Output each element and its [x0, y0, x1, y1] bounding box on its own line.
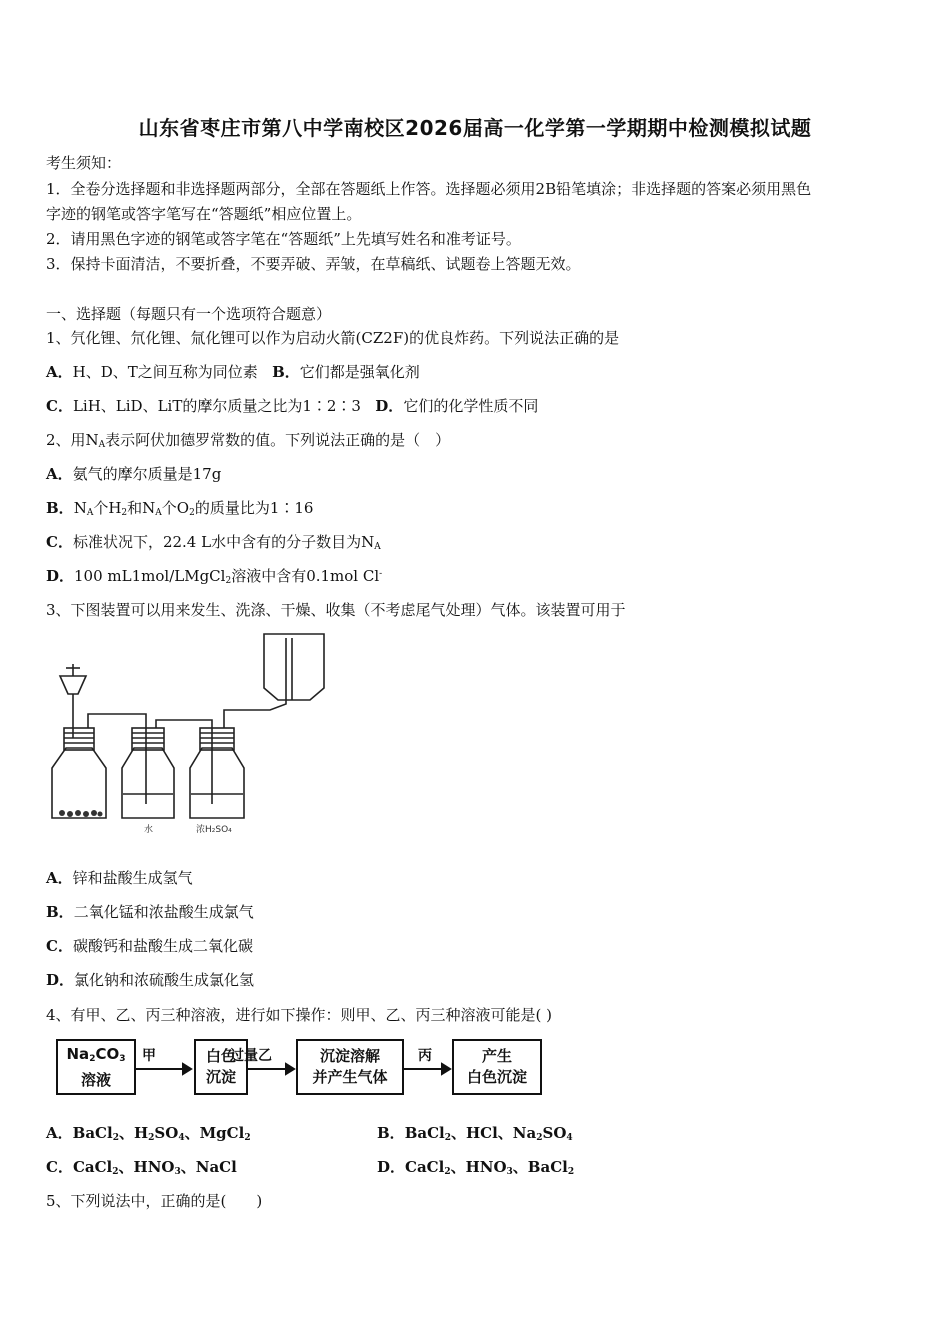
notice-item-3: 3．保持卡面清洁，不要折叠，不要弄破、弄皱，在草稿纸、试题卷上答题无效。 [46, 255, 581, 273]
solid-reactant [59, 810, 103, 817]
stopper-3 [200, 728, 234, 750]
section-heading: 一、选择题（每题只有一个选项符合题意） [46, 305, 332, 323]
notice-item-2: 2．请用黑色字迹的钢笔或答字笔在“答题纸”上先填写姓名和准考证号。 [46, 230, 521, 248]
flow-box-dissolve-gas: 沉淀溶解 并产生气体 [296, 1039, 404, 1095]
option-d-text: 它们的化学性质不同 [403, 397, 539, 415]
bottle-3 [190, 748, 244, 818]
reaction-flowchart [50, 1033, 550, 1097]
question-1-options-cd [46, 395, 538, 416]
stopper-2 [132, 728, 164, 750]
question-2-option-d: D．100 mL1mol/LMgCl$_2$溶液中含有0.1mol Cl- [46, 567, 383, 586]
question-4-option-a: A．BaCl$_2$、$H_2SO_4$、MgCl$_2$ [46, 1124, 251, 1143]
option-d-label: D． [375, 397, 404, 415]
flow-arrow-label-jia: 甲 [142, 1048, 156, 1064]
page-title: 山东省枣庄市第八中学南校区2026届高一化学第一学期期中检测模拟试题 [138, 116, 812, 140]
question-3-option-c: C．碳酸钙和盐酸生成二氧化碳 [46, 937, 253, 955]
bottle-2 [122, 748, 174, 818]
option-c-text: LiH、LiD、LiT的摩尔质量之比为1∶2∶3 [72, 397, 361, 415]
question-2-stem: 2、用$N_A$表示阿伏加德罗常数的值。下列说法正确的是（ ） [46, 431, 451, 450]
question-2-option-c: C．标准状况下，22.4 L水中含有的分子数目为$N_A$ [46, 533, 381, 552]
question-1-options-ab [46, 361, 420, 382]
question-3-option-a: A．锌和盐酸生成氢气 [46, 869, 193, 887]
collecting-bottle [264, 634, 324, 700]
notice-heading: 考生须知： [46, 154, 122, 172]
question-2-option-a: A．氨气的摩尔质量是17g [46, 465, 222, 483]
question-1-stem: 1、氕化锂、氘化锂、氚化锂可以作为启动火箭(CZ2F)的优良炸药。下列说法正确的是 [46, 329, 620, 347]
flow-box-produce-white-precipitate: 产生 白色沉淀 [452, 1039, 542, 1095]
question-4-option-b: B．BaCl$_2$、HCl、$Na_2SO_4$ [377, 1124, 573, 1143]
flow-arrow-label-excess-yi: 过量乙 [230, 1048, 272, 1064]
funnel-bulb [60, 676, 86, 694]
question-3-option-d: D．氯化钠和浓硫酸生成氯化氢 [46, 971, 255, 989]
tube-3-to-collector [224, 638, 286, 728]
stopper-1 [64, 728, 94, 750]
question-4-option-d: D．CaCl$_2$、$HNO_3$、BaCl$_2$ [377, 1158, 575, 1177]
notice-item-1: 1．全卷分选择题和非选择题两部分，全部在答题纸上作答。选择题必须用2B铅笔填涂；非选择题的答案必须用黑色 [46, 180, 812, 198]
notice-item-1-cont: 字迹的钢笔或答字笔写在“答题纸”相应位置上。 [46, 205, 362, 223]
flow-arrow-label-bing: 丙 [418, 1048, 432, 1064]
label-conc-sulfuric: 浓H₂SO₄ [196, 825, 232, 835]
option-b-label: B． [272, 363, 300, 381]
option-a-text: H、D、T之间互称为同位素 [72, 363, 258, 381]
option-c-label: C． [46, 397, 73, 415]
flow-box-sodium-carbonate: $Na_2CO_3$ 溶液 [56, 1039, 136, 1095]
label-water: 水 [144, 825, 154, 835]
flow-box-white-precipitate: 白色 沉淀 [194, 1039, 248, 1095]
option-a-label: A． [46, 363, 73, 381]
question-4-option-c: C．CaCl$_2$、$HNO_3$、NaCl [46, 1158, 237, 1177]
question-3-stem: 3、下图装置可以用来发生、洗涤、干燥、收集（不考虑尾气处理）气体。该装置可用于 [46, 601, 626, 619]
question-2-option-b: B．$N_A$个$H_2$和$N_A$个$O_2$的质量比为1∶16 [46, 499, 314, 518]
question-5-stem: 5、下列说法中，正确的是( ) [46, 1192, 263, 1210]
question-3-option-b: B．二氧化锰和浓盐酸生成氯气 [46, 903, 254, 921]
option-b-text: 它们都是强氧化剂 [299, 363, 420, 381]
question-4-stem: 4、有甲、乙、丙三种溶液，进行如下操作：则甲、乙、丙三种溶液可能是( ) [46, 1006, 553, 1024]
gas-apparatus-diagram [48, 628, 338, 838]
bottle-1 [52, 748, 106, 818]
